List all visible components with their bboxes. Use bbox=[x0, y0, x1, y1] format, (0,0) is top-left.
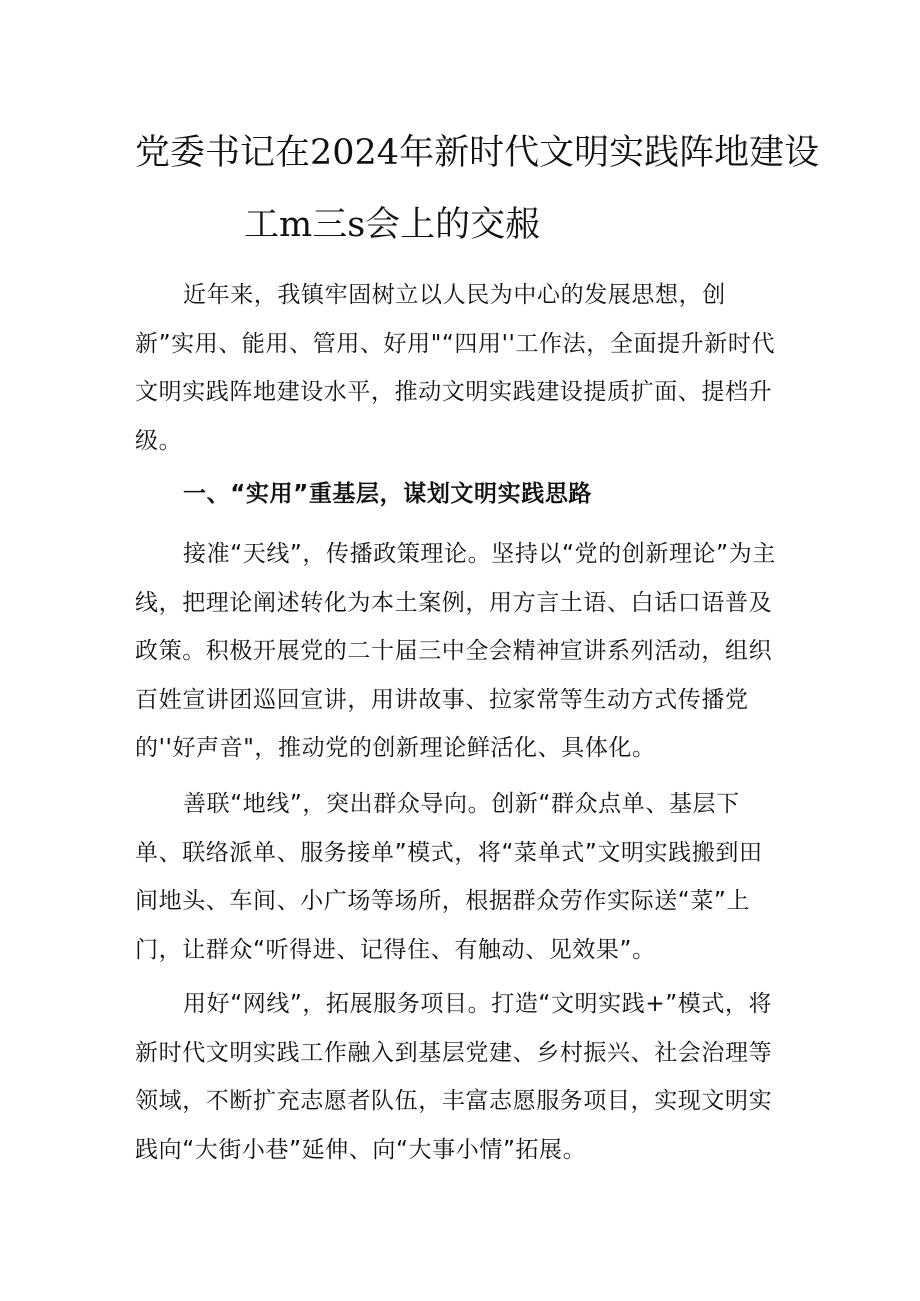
section-1-heading: 一、“实用”重基层，谋划文明实践思路 bbox=[183, 481, 593, 507]
paragraph-antenna: 接准“天线”，传播政策理论。坚持以“党的创新理论”为主线，把理论阐述转化为本土案例，用方言土语、白话口语普及政策。积极开展党的二十届三中全会精神宣讲系列活动，组织百姓宣讲团巡回宣讲，用讲故事、拉家常等生动方式传播党的''好声音"，推动党的创新理论鲜活化、具体化。 bbox=[135, 541, 776, 761]
paragraph-network: 用好“网线”，拓展服务项目。打造“文明实践+”模式，将新时代文明实践工作融入到基层党建、乡村振兴、社会治理等领域，不断扩充志愿者队伍，丰富志愿服务项目，实现文明实践向“大街小巷”延伸、向“大事小情”拓展。 bbox=[135, 991, 773, 1163]
document-title-line-2: 工m三s会上的交赧 bbox=[244, 205, 541, 245]
intro-paragraph: 近年来，我镇牢固树立以人民为中心的发展思想，创新”实用、能用、管用、好用"“四用''工作法，全面提升新时代文明实践阵地建设水平，推动文明实践建设提质扩面、提档升级。 bbox=[135, 282, 776, 454]
paragraph-ground-line: 善联“地线”，突出群众导向。创新“群众点单、基层下单、联络派单、服务接单”模式，将“菜单式”文明实践搬到田间地头、车间、小广场等场所，根据群众劳作实际送“菜”上门，让群众“听得进、记得住、有触动、见效果”。 bbox=[135, 791, 763, 963]
document-title-line-1: 党委书记在2024年新时代文明实践阵地建设 bbox=[135, 133, 820, 173]
